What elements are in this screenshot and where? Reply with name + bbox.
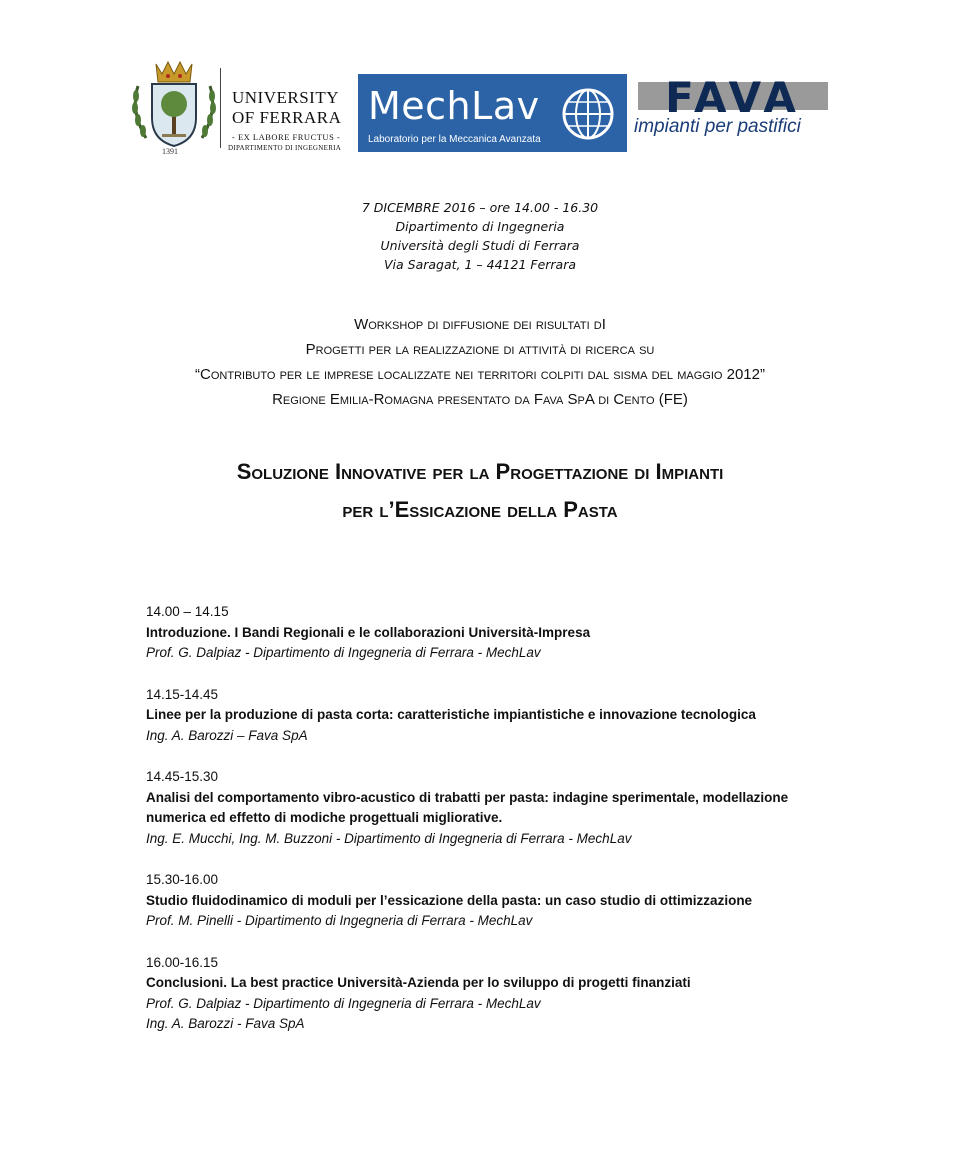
- university-seal-icon: [128, 56, 220, 156]
- agenda-item: [146, 685, 826, 747]
- logo-row: [0, 52, 960, 162]
- university-department: DIPARTIMENTO DI INGEGNERIA: [228, 144, 342, 152]
- agenda-topic: Introduzione. I Bandi Regionali e le collaborazioni Università-Impresa: [146, 624, 591, 640]
- workshop-line-4: Regione Emilia-Romagna presentato da Fava SpA di Cento (FE): [272, 391, 688, 408]
- mechlav-logo: [358, 74, 627, 152]
- svg-text:1391: 1391: [162, 147, 178, 156]
- fava-logo: [634, 73, 833, 154]
- agenda-item: [146, 602, 826, 664]
- agenda-time: 14.45-15.30: [146, 769, 219, 784]
- workshop-line-2: Progetti per la realizzazione di attività di ricerca su: [305, 341, 655, 358]
- agenda-speaker: Ing. E. Mucchi, Ing. M. Buzzoni - Dipartimento di Ingegneria di Ferrara - MechLav: [146, 830, 632, 846]
- university-motto: - EX LABORE FRUCTUS -: [232, 132, 341, 142]
- agenda-item: [146, 953, 826, 1035]
- globe-icon: [560, 86, 616, 142]
- agenda-speaker: Prof. M. Pinelli - Dipartimento di Ingegneria di Ferrara - MechLav: [146, 913, 533, 928]
- page-title-line-2: per l’Essicazione della Pasta: [342, 497, 618, 522]
- page-title-line-1: Soluzione Innovative per la Progettazione di Impianti: [236, 459, 724, 484]
- agenda-speaker: Ing. A. Barozzi – Fava SpA: [146, 727, 308, 743]
- agenda-list: [146, 602, 826, 1056]
- agenda-topic: Conclusioni. La best practice Università-Azienda per lo sviluppo di progetti finanziati: [146, 975, 691, 990]
- university-name-line1: UNIVERSITY: [232, 88, 339, 107]
- university-of-ferrara-logo: [128, 56, 343, 156]
- agenda-item: [146, 870, 826, 932]
- venue-line-3: Via Saragat, 1 – 44121 Ferrara: [384, 257, 576, 272]
- venue-line-1: Dipartimento di Ingegneria: [395, 219, 565, 234]
- agenda-topic: Studio fluidodinamico di moduli per l’essicazione della pasta: un caso studio di ottimizzazione: [146, 892, 753, 908]
- agenda-time: 15.30-16.00: [146, 872, 219, 887]
- university-name-line2: OF FERRARA: [232, 108, 342, 127]
- event-date-venue: [0, 198, 960, 274]
- agenda-topic: Linee per la produzione di pasta corta: caratteristiche impiantistiche e innovazione tecnologica: [146, 707, 756, 722]
- page-title: [0, 453, 960, 529]
- agenda-time: 14.00 – 14.15: [146, 604, 229, 619]
- workshop-line-1: Workshop di diffusione dei risultati dI: [354, 316, 606, 333]
- agenda-time: 16.00-16.15: [146, 954, 219, 970]
- agenda-speaker: Prof. G. Dalpiaz - Dipartimento di Ingegneria di Ferrara - MechLav: [146, 645, 541, 660]
- agenda-topic: Analisi del comportamento vibro-acustico di trabatti per pasta: indagine sperimentale, modellazione numerica ed effetto di modiche progettuali migliorative.: [146, 789, 789, 825]
- agenda-speaker: Prof. G. Dalpiaz - Dipartimento di Ingegneria di Ferrara - MechLav: [146, 995, 541, 1011]
- mechlav-subtitle: Laboratorio per la Meccanica Avanzata: [368, 134, 541, 145]
- logo-divider: [220, 68, 221, 148]
- workshop-line-3: “Contributo per le imprese localizzate nei territori colpiti dal sisma del maggio 2012”: [195, 366, 765, 383]
- agenda-item: [146, 767, 826, 849]
- agenda-time: 14.15-14.45: [146, 686, 219, 702]
- fava-name: FAVA: [665, 73, 801, 122]
- workshop-description: [0, 312, 960, 412]
- venue-line-2: Università degli Studi di Ferrara: [380, 238, 580, 253]
- agenda-speaker: Ing. A. Barozzi - Fava SpA: [146, 1016, 305, 1031]
- mechlav-title: MechLav: [368, 84, 540, 128]
- fava-tagline: impianti per pastifici: [634, 116, 801, 137]
- event-date: 7 DICEMBRE 2016 – ore 14.00 - 16.30: [361, 200, 599, 215]
